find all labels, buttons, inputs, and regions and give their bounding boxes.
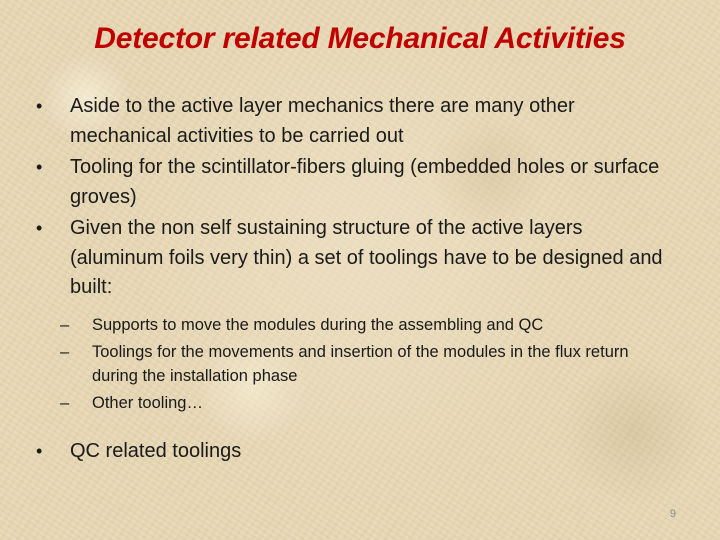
slide-title: Detector related Mechanical Activities	[94, 22, 626, 55]
dash-icon: –	[60, 315, 70, 334]
dash-icon: –	[60, 342, 70, 361]
bullet-item	[36, 153, 676, 212]
bullet-icon: •	[36, 440, 43, 461]
bullet-icon: •	[36, 96, 43, 116]
bullet-icon: •	[36, 157, 43, 177]
bullet-text: Aside to the active layer mechanics there are many other mechanical activities to be carried out	[70, 95, 575, 147]
bullet-list	[36, 92, 676, 303]
page-number: 9	[669, 508, 676, 520]
sub-bullet-item	[60, 391, 676, 415]
sub-bullet-container	[36, 313, 676, 415]
sub-bullet-text: Toolings for the movements and insertion of the modules in the flux return during the installation phase	[92, 342, 629, 385]
sub-bullet-text: Supports to move the modules during the assembling and QC	[92, 315, 544, 334]
bullet-text: QC related toolings	[70, 439, 242, 462]
sub-bullet-item	[60, 340, 676, 388]
slide-content	[36, 92, 676, 468]
sub-bullet-list	[60, 313, 676, 415]
sub-bullet-text: Other tooling…	[92, 393, 203, 412]
bullet-text: Given the non self sustaining structure of the active layers (aluminum foils very thin) a set of toolings have to be designed and built:	[70, 217, 663, 298]
bullet-item	[36, 214, 676, 303]
bullet-item	[36, 92, 676, 151]
bullet-text: Tooling for the scintillator-fibers gluing (embedded holes or surface groves)	[70, 156, 660, 208]
bullet-list-final	[36, 437, 676, 467]
sub-bullet-item	[60, 313, 676, 337]
bullet-icon: •	[36, 218, 43, 238]
dash-icon: –	[60, 393, 70, 412]
bullet-item	[36, 437, 676, 467]
